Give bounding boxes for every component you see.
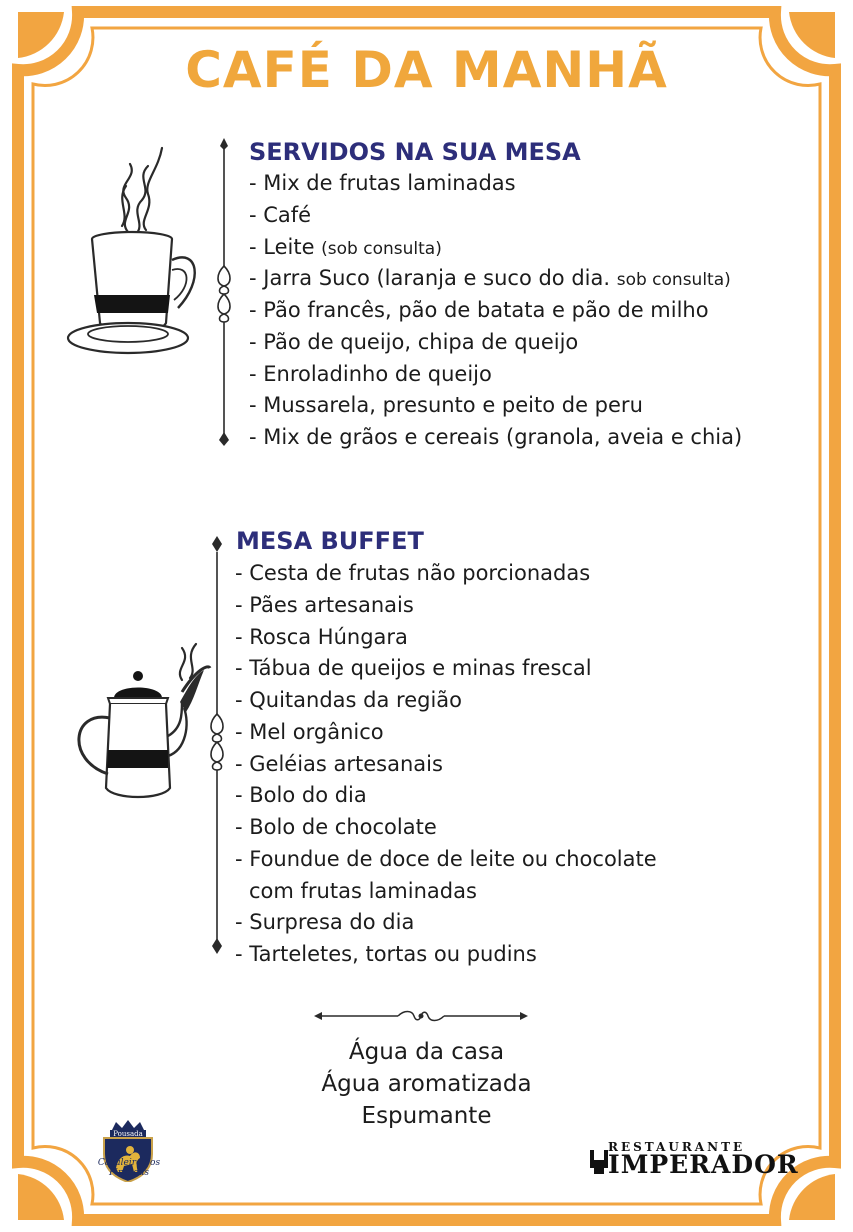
list-item: - Mel orgânico	[235, 719, 384, 744]
list-item: - Quitandas da região	[235, 688, 463, 712]
list-item: - Café	[249, 202, 312, 227]
list-item: - Foundue de doce de leite ou chocolate	[235, 846, 657, 871]
drink-item: Espumante	[361, 1103, 492, 1129]
list-item: - Geléias artesanais	[235, 751, 443, 776]
buffet-list	[235, 558, 657, 971]
pousada-logo-label: Pousada	[113, 1130, 143, 1138]
list-item: - Tábua de queijos e minas frescal	[235, 656, 592, 681]
ornament-divider-1	[214, 136, 234, 452]
list-item: - Mussarela, presunto e peito de peru	[249, 393, 643, 418]
list-item: - Pães artesanais	[235, 592, 414, 617]
item-note: (sob consulta)	[321, 238, 442, 259]
list-item: - Leite (sob consulta)	[249, 234, 442, 259]
list-item: - Pão francês, pão de batata e pão de milho	[249, 298, 709, 322]
servidos-list	[249, 168, 742, 454]
list-item: - Tarteletes, tortas ou pudins	[235, 942, 537, 966]
buffet-heading: MESA BUFFET	[236, 527, 424, 555]
drink-item: Água aromatizada	[321, 1071, 532, 1097]
ornament-divider-2	[205, 534, 229, 968]
page-title: CAFÉ DA MANHÃ	[185, 41, 668, 99]
list-item: com frutas laminadas	[249, 878, 477, 903]
list-item: - Mix de frutas laminadas	[249, 171, 516, 195]
list-item: - Pão de queijo, chipa de queijo	[249, 329, 579, 354]
list-item: - Surpresa do dia	[235, 910, 415, 935]
horizontal-ornament	[312, 1008, 530, 1024]
list-item: - Jarra Suco (laranja e suco do dia. sob consulta)	[249, 266, 731, 291]
list-item: - Bolo de chocolate	[235, 815, 437, 839]
coffee-cup-icon	[66, 140, 200, 360]
restaurant-label: RESTAURANTE	[608, 1140, 746, 1154]
imperador-logo	[588, 1140, 799, 1180]
item-note: sob consulta)	[616, 270, 731, 291]
list-item: - Mix de grãos e cereais (granola, aveia e chia)	[249, 425, 743, 449]
servidos-heading: SERVIDOS NA SUA MESA	[249, 138, 581, 166]
coffee-pot-icon	[70, 640, 218, 810]
drink-item: Água da casa	[348, 1039, 505, 1065]
list-item: - Enroladinho de queijo	[249, 361, 492, 386]
restaurant-name: IMPERADOR	[608, 1150, 799, 1179]
list-item: - Rosca Húngara	[235, 624, 408, 649]
pousada-logo-name: Cavaleiro dos Pireneus	[97, 1158, 161, 1178]
drinks-list	[0, 1036, 853, 1132]
list-item: - Bolo do dia	[235, 783, 367, 808]
list-item: - Cesta de frutas não porcionadas	[235, 561, 591, 585]
throne-icon	[588, 1146, 610, 1176]
